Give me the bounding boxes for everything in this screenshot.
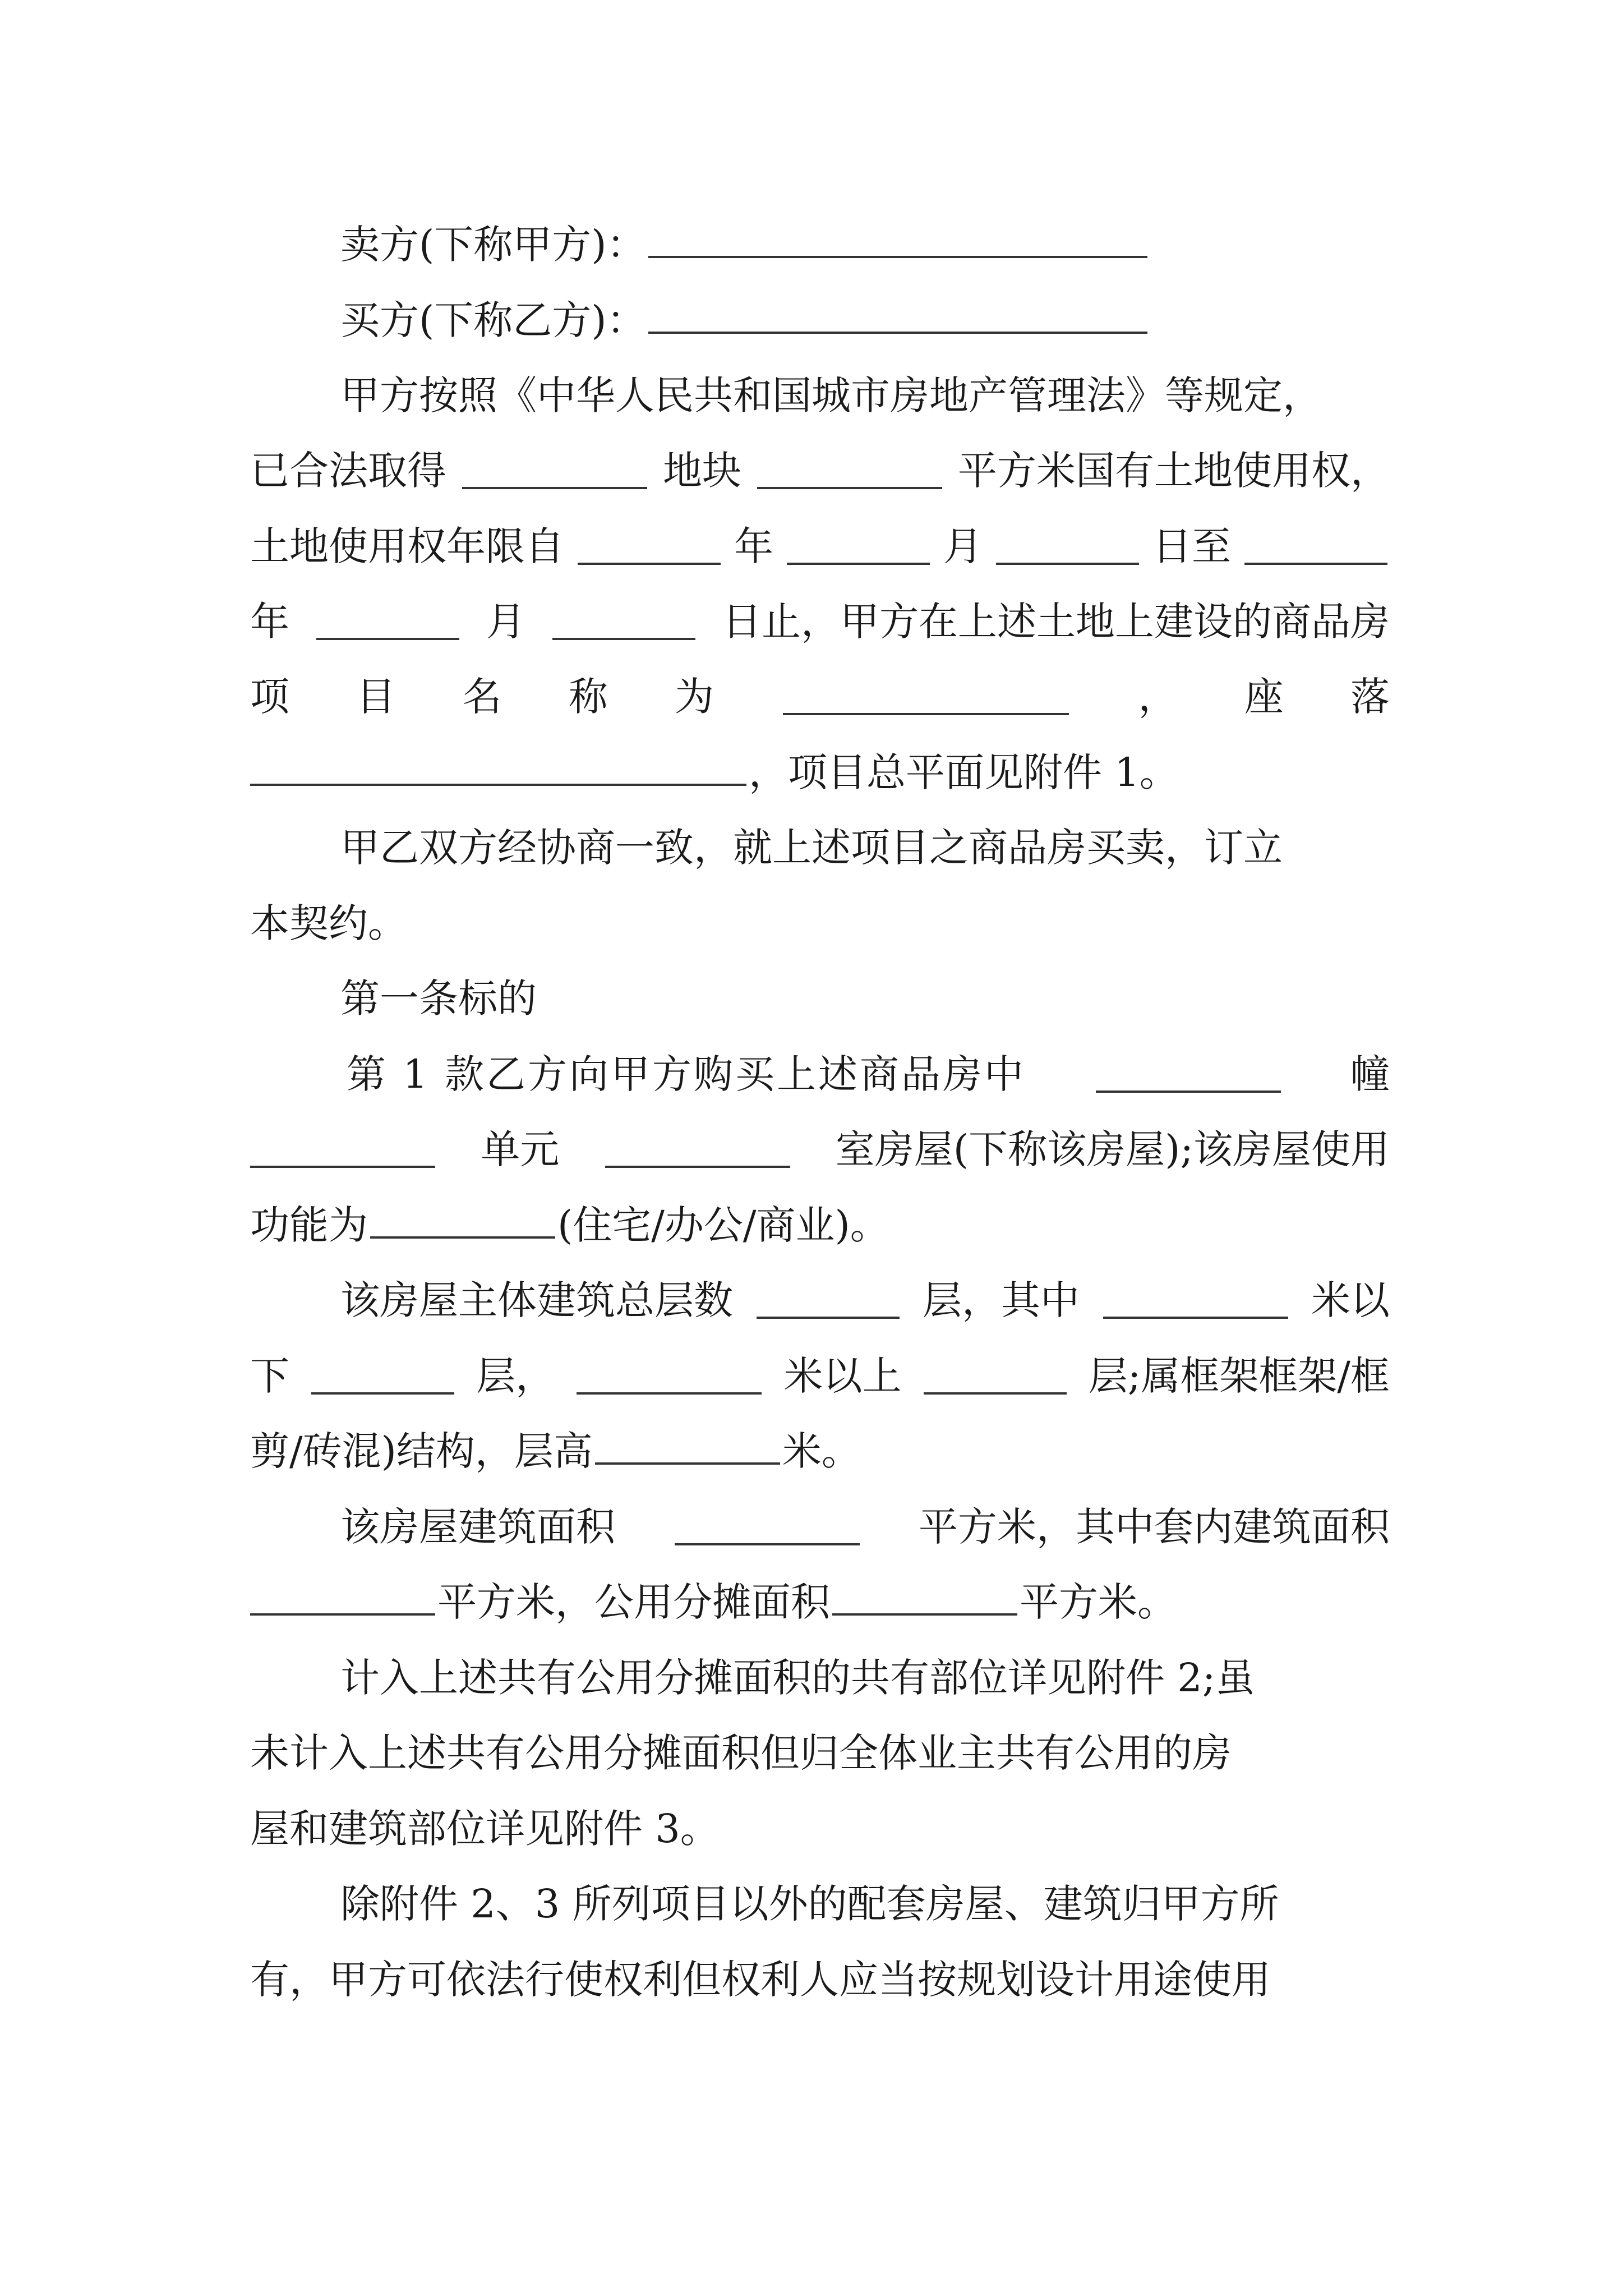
buyer-name-blank[interactable] xyxy=(648,297,1147,334)
start-year-blank[interactable] xyxy=(578,528,721,565)
floors-text: 层，其中 xyxy=(923,1277,1080,1323)
end-month-blank[interactable] xyxy=(316,603,459,640)
preamble-text: 月 xyxy=(943,523,983,569)
floors-text: 米以 xyxy=(1311,1277,1390,1323)
area-text: 平方米，公用分摊面积 xyxy=(437,1579,830,1625)
unit-number-blank[interactable] xyxy=(250,1131,435,1168)
shared-parts-line-1 xyxy=(340,1650,1255,1706)
preamble-text: 年 xyxy=(734,523,773,569)
shared-parts-text: 未计入上述共有公用分摊面积但归全体业主共有公用的房 xyxy=(250,1730,1232,1776)
floors-line-3 xyxy=(250,1423,861,1479)
start-day-blank[interactable] xyxy=(996,528,1139,565)
justified-char: 为 xyxy=(675,674,714,720)
shared-area-blank[interactable] xyxy=(832,1579,1017,1616)
clause-1-line-3 xyxy=(250,1197,889,1253)
preamble-line-3 xyxy=(250,518,1390,574)
area-text: 平方米。 xyxy=(1020,1579,1177,1625)
area-text: 该房屋建筑面积 xyxy=(340,1504,615,1550)
shared-parts-text: 计入上述共有公用分摊面积的共有部位详见附件 2;虽 xyxy=(340,1655,1255,1701)
floors-text: 层， xyxy=(476,1353,555,1399)
clause-text: (住宅/办公/商业)。 xyxy=(557,1202,889,1248)
preamble-line-4 xyxy=(250,593,1390,650)
seller-line xyxy=(340,217,1150,273)
preamble-text: 日至 xyxy=(1152,523,1231,569)
end-day-blank[interactable] xyxy=(552,603,695,640)
project-name-blank[interactable] xyxy=(783,678,1069,715)
height-above-blank[interactable] xyxy=(577,1358,762,1395)
clause-1-line-1 xyxy=(347,1046,1390,1102)
justified-char: 称 xyxy=(568,674,608,720)
article-title-text: 第一条标的 xyxy=(340,976,537,1022)
article-1-title xyxy=(340,970,537,1027)
preamble-text: 甲方按照《中华人民共和国城市房地产管理法》等规定， xyxy=(340,372,1322,418)
room-number-blank[interactable] xyxy=(605,1131,790,1168)
clause-text: 第 1 款乙方向甲方购买上述商品房中 xyxy=(347,1051,1026,1097)
floors-text: 层;属框架框架/框 xyxy=(1088,1353,1390,1399)
end-year-blank[interactable] xyxy=(1244,528,1387,565)
preamble-text: 已合法取得 xyxy=(250,448,446,494)
clause-text: 幢 xyxy=(1350,1051,1390,1097)
area-text: 平方米，其中套内建筑面积 xyxy=(919,1504,1390,1550)
floors-line-1 xyxy=(340,1272,1390,1328)
floors-below-blank[interactable] xyxy=(311,1358,454,1395)
agreement-line-1 xyxy=(340,820,1283,876)
agreement-text: 本契约。 xyxy=(250,900,407,946)
justified-char: 名 xyxy=(462,674,502,720)
facilities-text: 有，甲方可依法行使权利但权利人应当按规划设计用途使用 xyxy=(250,1957,1271,2003)
facilities-line-2 xyxy=(250,1952,1271,2008)
start-month-blank[interactable] xyxy=(787,528,930,565)
buyer-label: 买方(下称乙方)： xyxy=(340,297,646,343)
seller-label: 卖方(下称甲方)： xyxy=(340,222,646,268)
land-parcel-blank[interactable] xyxy=(462,452,647,489)
shared-parts-line-3 xyxy=(250,1801,720,1857)
preamble-text: ，项目总平面见附件 1。 xyxy=(749,749,1179,795)
floors-text: 该房屋主体建筑总层数 xyxy=(340,1277,733,1323)
preamble-line-1 xyxy=(340,367,1322,424)
justified-char: 项 xyxy=(250,674,289,720)
preamble-text: 月 xyxy=(486,599,525,645)
clause-text: 功能为 xyxy=(250,1202,368,1248)
inner-area-blank[interactable] xyxy=(250,1579,435,1616)
preamble-text: 土地使用权年限自 xyxy=(250,523,564,569)
clause-1-line-2 xyxy=(250,1121,1390,1177)
preamble-text: 年 xyxy=(250,599,289,645)
justified-char: ， xyxy=(1138,674,1178,720)
floors-text: 米。 xyxy=(782,1428,861,1474)
agreement-text: 甲乙双方经协商一致，就上述项目之商品房买卖，订立 xyxy=(340,825,1283,871)
justified-char: 座 xyxy=(1244,674,1284,720)
preamble-text: 地块 xyxy=(663,448,741,494)
floor-height-blank[interactable] xyxy=(595,1428,780,1465)
facilities-text: 除附件 2、3 所列项目以外的配套房屋、建筑归甲方所 xyxy=(340,1881,1279,1927)
floors-text: 米以上 xyxy=(783,1353,902,1399)
justified-char: 落 xyxy=(1350,674,1390,720)
preamble-line-5 xyxy=(250,669,1390,725)
clause-text: 单元 xyxy=(481,1126,560,1172)
floors-text: 下 xyxy=(250,1353,289,1399)
total-floors-blank[interactable] xyxy=(757,1282,900,1319)
floors-line-2 xyxy=(250,1348,1390,1404)
area-line-1 xyxy=(340,1499,1390,1555)
land-area-blank[interactable] xyxy=(757,452,942,489)
seller-name-blank[interactable] xyxy=(648,221,1147,258)
height-below-blank[interactable] xyxy=(1103,1282,1288,1319)
preamble-text: 日止，甲方在上述土地上建设的商品房 xyxy=(722,599,1390,645)
facilities-line-1 xyxy=(340,1876,1279,1932)
building-number-blank[interactable] xyxy=(1096,1056,1281,1093)
preamble-line-6 xyxy=(250,744,1179,800)
justified-char: 目 xyxy=(356,674,396,720)
agreement-line-2 xyxy=(250,895,407,951)
preamble-line-2 xyxy=(250,443,1390,499)
clause-text: 室房屋(下称该房屋);该房屋使用 xyxy=(835,1126,1390,1172)
building-area-blank[interactable] xyxy=(675,1508,860,1545)
floors-above-blank[interactable] xyxy=(924,1358,1067,1395)
area-line-2 xyxy=(250,1574,1177,1630)
floors-text: 剪/砖混)结构，层高 xyxy=(250,1428,593,1474)
preamble-text: 平方米国有土地使用权， xyxy=(958,448,1390,494)
buyer-line xyxy=(340,292,1150,348)
usage-blank[interactable] xyxy=(370,1202,555,1239)
project-location-blank[interactable] xyxy=(250,749,746,786)
shared-parts-line-2 xyxy=(250,1725,1232,1781)
shared-parts-text: 屋和建筑部位详见附件 3。 xyxy=(250,1806,720,1852)
